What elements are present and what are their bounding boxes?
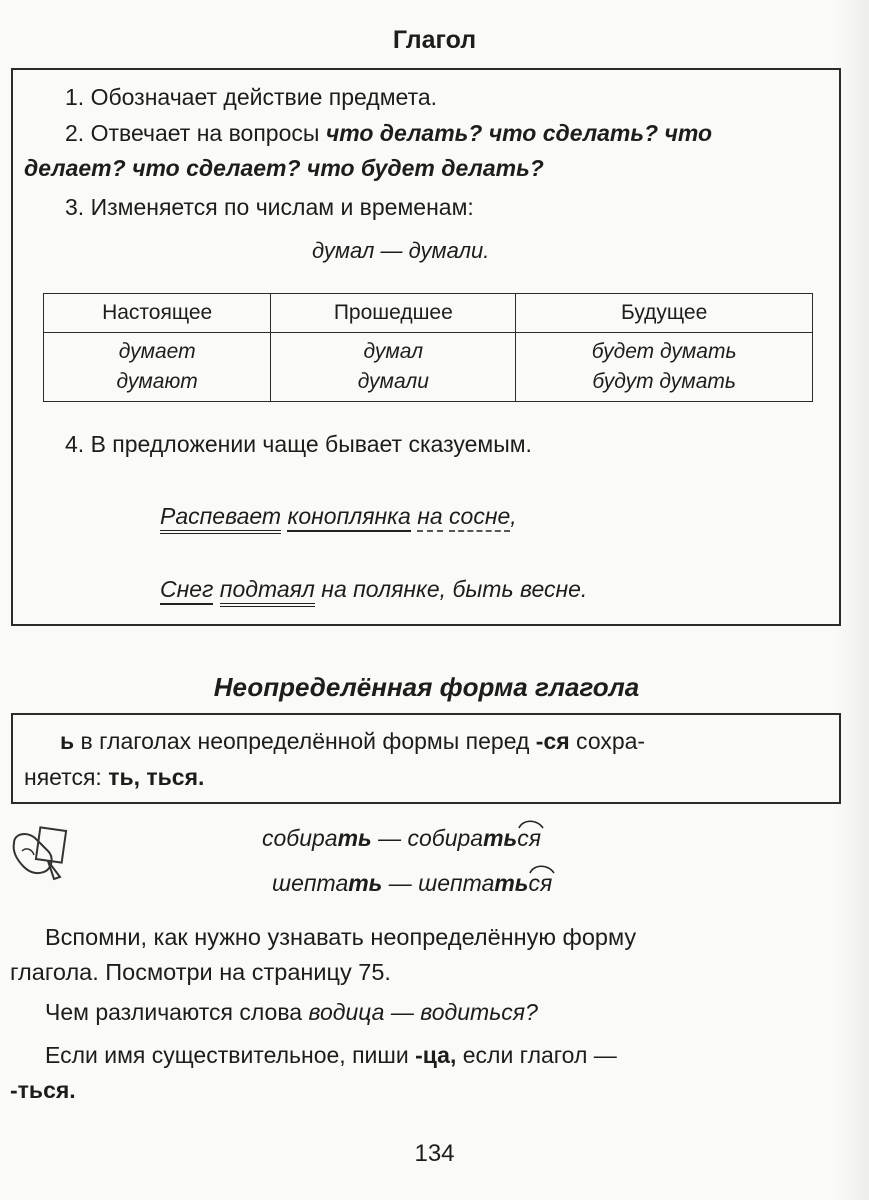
- section-title-infinitive: Неопределённая форма глагола: [213, 672, 640, 702]
- pencil-icon: [8, 825, 70, 885]
- page-number: 134: [414, 1140, 455, 1167]
- rule-1: 1. Обозначает действие предмета.: [65, 84, 438, 110]
- tense-header-present: Настоящее: [44, 294, 271, 333]
- rule-4: 4. В предложении чаще бывает сказуемым.: [65, 431, 532, 457]
- rule-2-line-2: делает? что сделает? что будет делать?: [24, 155, 544, 181]
- paragraph-3-line-2: -ться.: [10, 1077, 76, 1103]
- rule-3: 3. Изменяется по числам и временам:: [65, 194, 474, 220]
- tense-cell-present: думает думают: [44, 333, 271, 402]
- paragraph-1-line-1: Вспомни, как нужно узнавать неопределённую форму: [45, 924, 637, 950]
- infinitive-example-2: шептать — шептаться: [272, 870, 552, 897]
- paragraph-1-line-2: глагола. Посмотри на страницу 75.: [10, 959, 391, 985]
- infinitive-example-1: собирать — собираться: [262, 825, 541, 852]
- tense-cell-future: будет думать будут думать: [516, 333, 813, 402]
- infinitive-rule-line-2: няется: ть, ться.: [24, 764, 205, 790]
- rule-3-example: думал — думали.: [312, 238, 490, 263]
- example-sentence-2: Снег подтаял на полянке, быть весне.: [160, 576, 587, 603]
- tenses-table: [43, 293, 813, 402]
- infinitive-rule-line-1: ь в глаголах неопределённой формы перед -ся сохра-: [60, 728, 646, 754]
- suffix-mark-icon: [517, 817, 545, 829]
- example-sentence-1: Распевает коноплянка на сосне,: [160, 503, 517, 530]
- tense-cell-past: думал думали: [271, 333, 516, 402]
- paragraph-2: Чем различаются слова водица — водиться?: [45, 999, 538, 1025]
- section-title-verb: Глагол: [392, 26, 477, 54]
- suffix-mark-icon: [528, 862, 556, 874]
- tense-header-past: Прошедшее: [271, 294, 516, 333]
- tense-header-future: Будущее: [516, 294, 813, 333]
- rule-2-line-1: 2. Отвечает на вопросы что делать? что сделать? что: [65, 120, 713, 146]
- paragraph-3-line-1: Если имя существительное, пиши -ца, если глагол —: [45, 1042, 617, 1068]
